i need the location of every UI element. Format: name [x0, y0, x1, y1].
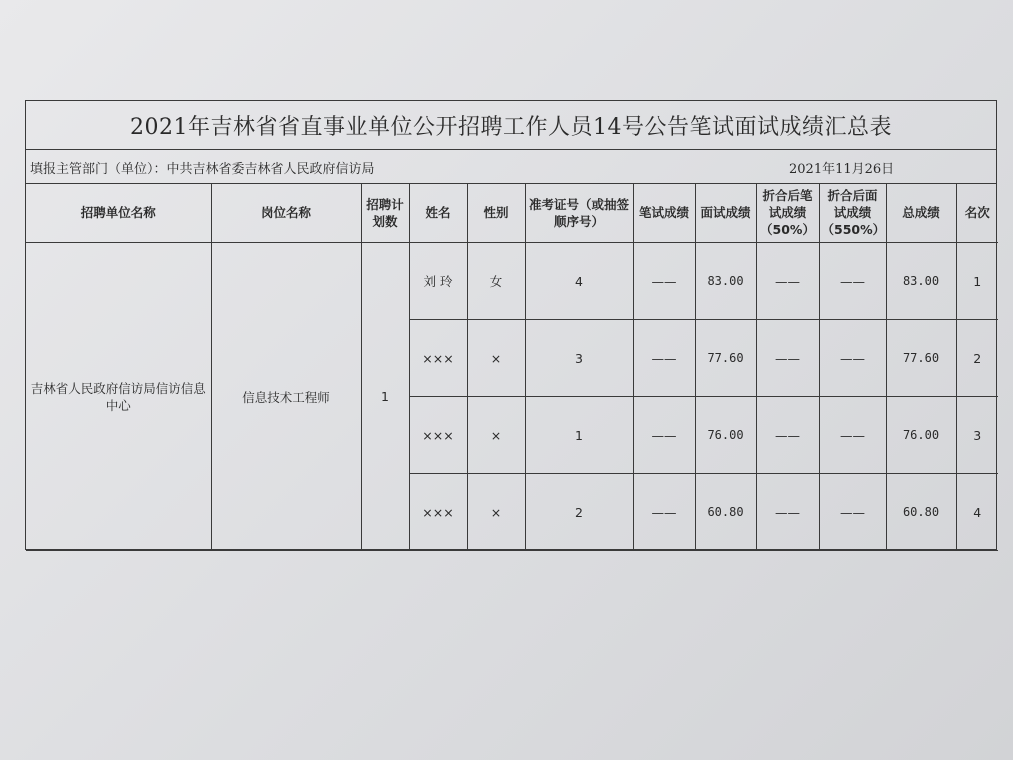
total-score-cell: 77.60	[886, 320, 956, 397]
table-header-row	[26, 183, 998, 243]
score-summary-sheet	[25, 100, 997, 550]
position-cell: 信息技术工程师	[211, 243, 361, 551]
gender-cell: ×	[467, 474, 525, 551]
rank-cell: 3	[956, 397, 998, 474]
table-row	[26, 243, 998, 320]
exam-no-cell: 2	[525, 474, 633, 551]
department-label: 填报主管部门（单位）：中共吉林省委吉林省人民政府信访局	[30, 162, 375, 177]
total-score-cell: 83.00	[886, 243, 956, 320]
header-name: 姓名	[409, 183, 467, 243]
interview-score-cell: 76.00	[695, 397, 756, 474]
header-rank: 名次	[956, 183, 998, 243]
rank-cell: 4	[956, 474, 998, 551]
name-cell: ×××	[409, 320, 467, 397]
written-score-cell: ——	[633, 243, 695, 320]
total-score-cell: 76.00	[886, 397, 956, 474]
exam-no-cell: 3	[525, 320, 633, 397]
total-score-cell: 60.80	[886, 474, 956, 551]
header-position: 岗位名称	[211, 183, 361, 243]
interview-adj-cell: ——	[819, 320, 886, 397]
header-plan: 招聘计划数	[361, 183, 409, 243]
exam-no-cell: 4	[525, 243, 633, 320]
interview-score-cell: 77.60	[695, 320, 756, 397]
written-adj-cell: ——	[756, 243, 819, 320]
plan-count-cell: 1	[361, 243, 409, 551]
interview-score-cell: 60.80	[695, 474, 756, 551]
header-written-adj: 折合后笔试成绩（50%）	[756, 183, 819, 243]
header-gender: 性别	[467, 183, 525, 243]
header-interview: 面试成绩	[695, 183, 756, 243]
rank-cell: 2	[956, 320, 998, 397]
document-meta-row	[26, 149, 996, 184]
interview-adj-cell: ——	[819, 397, 886, 474]
name-cell: ×××	[409, 397, 467, 474]
gender-cell: ×	[467, 320, 525, 397]
gender-cell: 女	[467, 243, 525, 320]
written-score-cell: ——	[633, 474, 695, 551]
name-cell: 刘 玲	[409, 243, 467, 320]
written-adj-cell: ——	[756, 474, 819, 551]
header-total: 总成绩	[886, 183, 956, 243]
exam-no-cell: 1	[525, 397, 633, 474]
name-cell: ×××	[409, 474, 467, 551]
header-unit: 招聘单位名称	[26, 183, 211, 243]
written-score-cell: ——	[633, 320, 695, 397]
document-title: 2021年吉林省省直事业单位公开招聘工作人员14号公告笔试面试成绩汇总表	[130, 114, 892, 140]
interview-score-cell: 83.00	[695, 243, 756, 320]
gender-cell: ×	[467, 397, 525, 474]
header-written: 笔试成绩	[633, 183, 695, 243]
interview-adj-cell: ——	[819, 474, 886, 551]
document-title-row	[26, 101, 996, 150]
header-interview-adj: 折合后面试成绩（550%）	[819, 183, 886, 243]
written-score-cell: ——	[633, 397, 695, 474]
interview-adj-cell: ——	[819, 243, 886, 320]
recruiting-unit-cell: 吉林省人民政府信访局信访信息中心	[26, 243, 211, 551]
header-exam-no: 准考证号（或抽签顺序号）	[525, 183, 633, 243]
written-adj-cell: ——	[756, 320, 819, 397]
written-adj-cell: ——	[756, 397, 819, 474]
document-date: 2021年11月26日	[789, 162, 895, 177]
rank-cell: 1	[956, 243, 998, 320]
score-table	[26, 183, 998, 551]
